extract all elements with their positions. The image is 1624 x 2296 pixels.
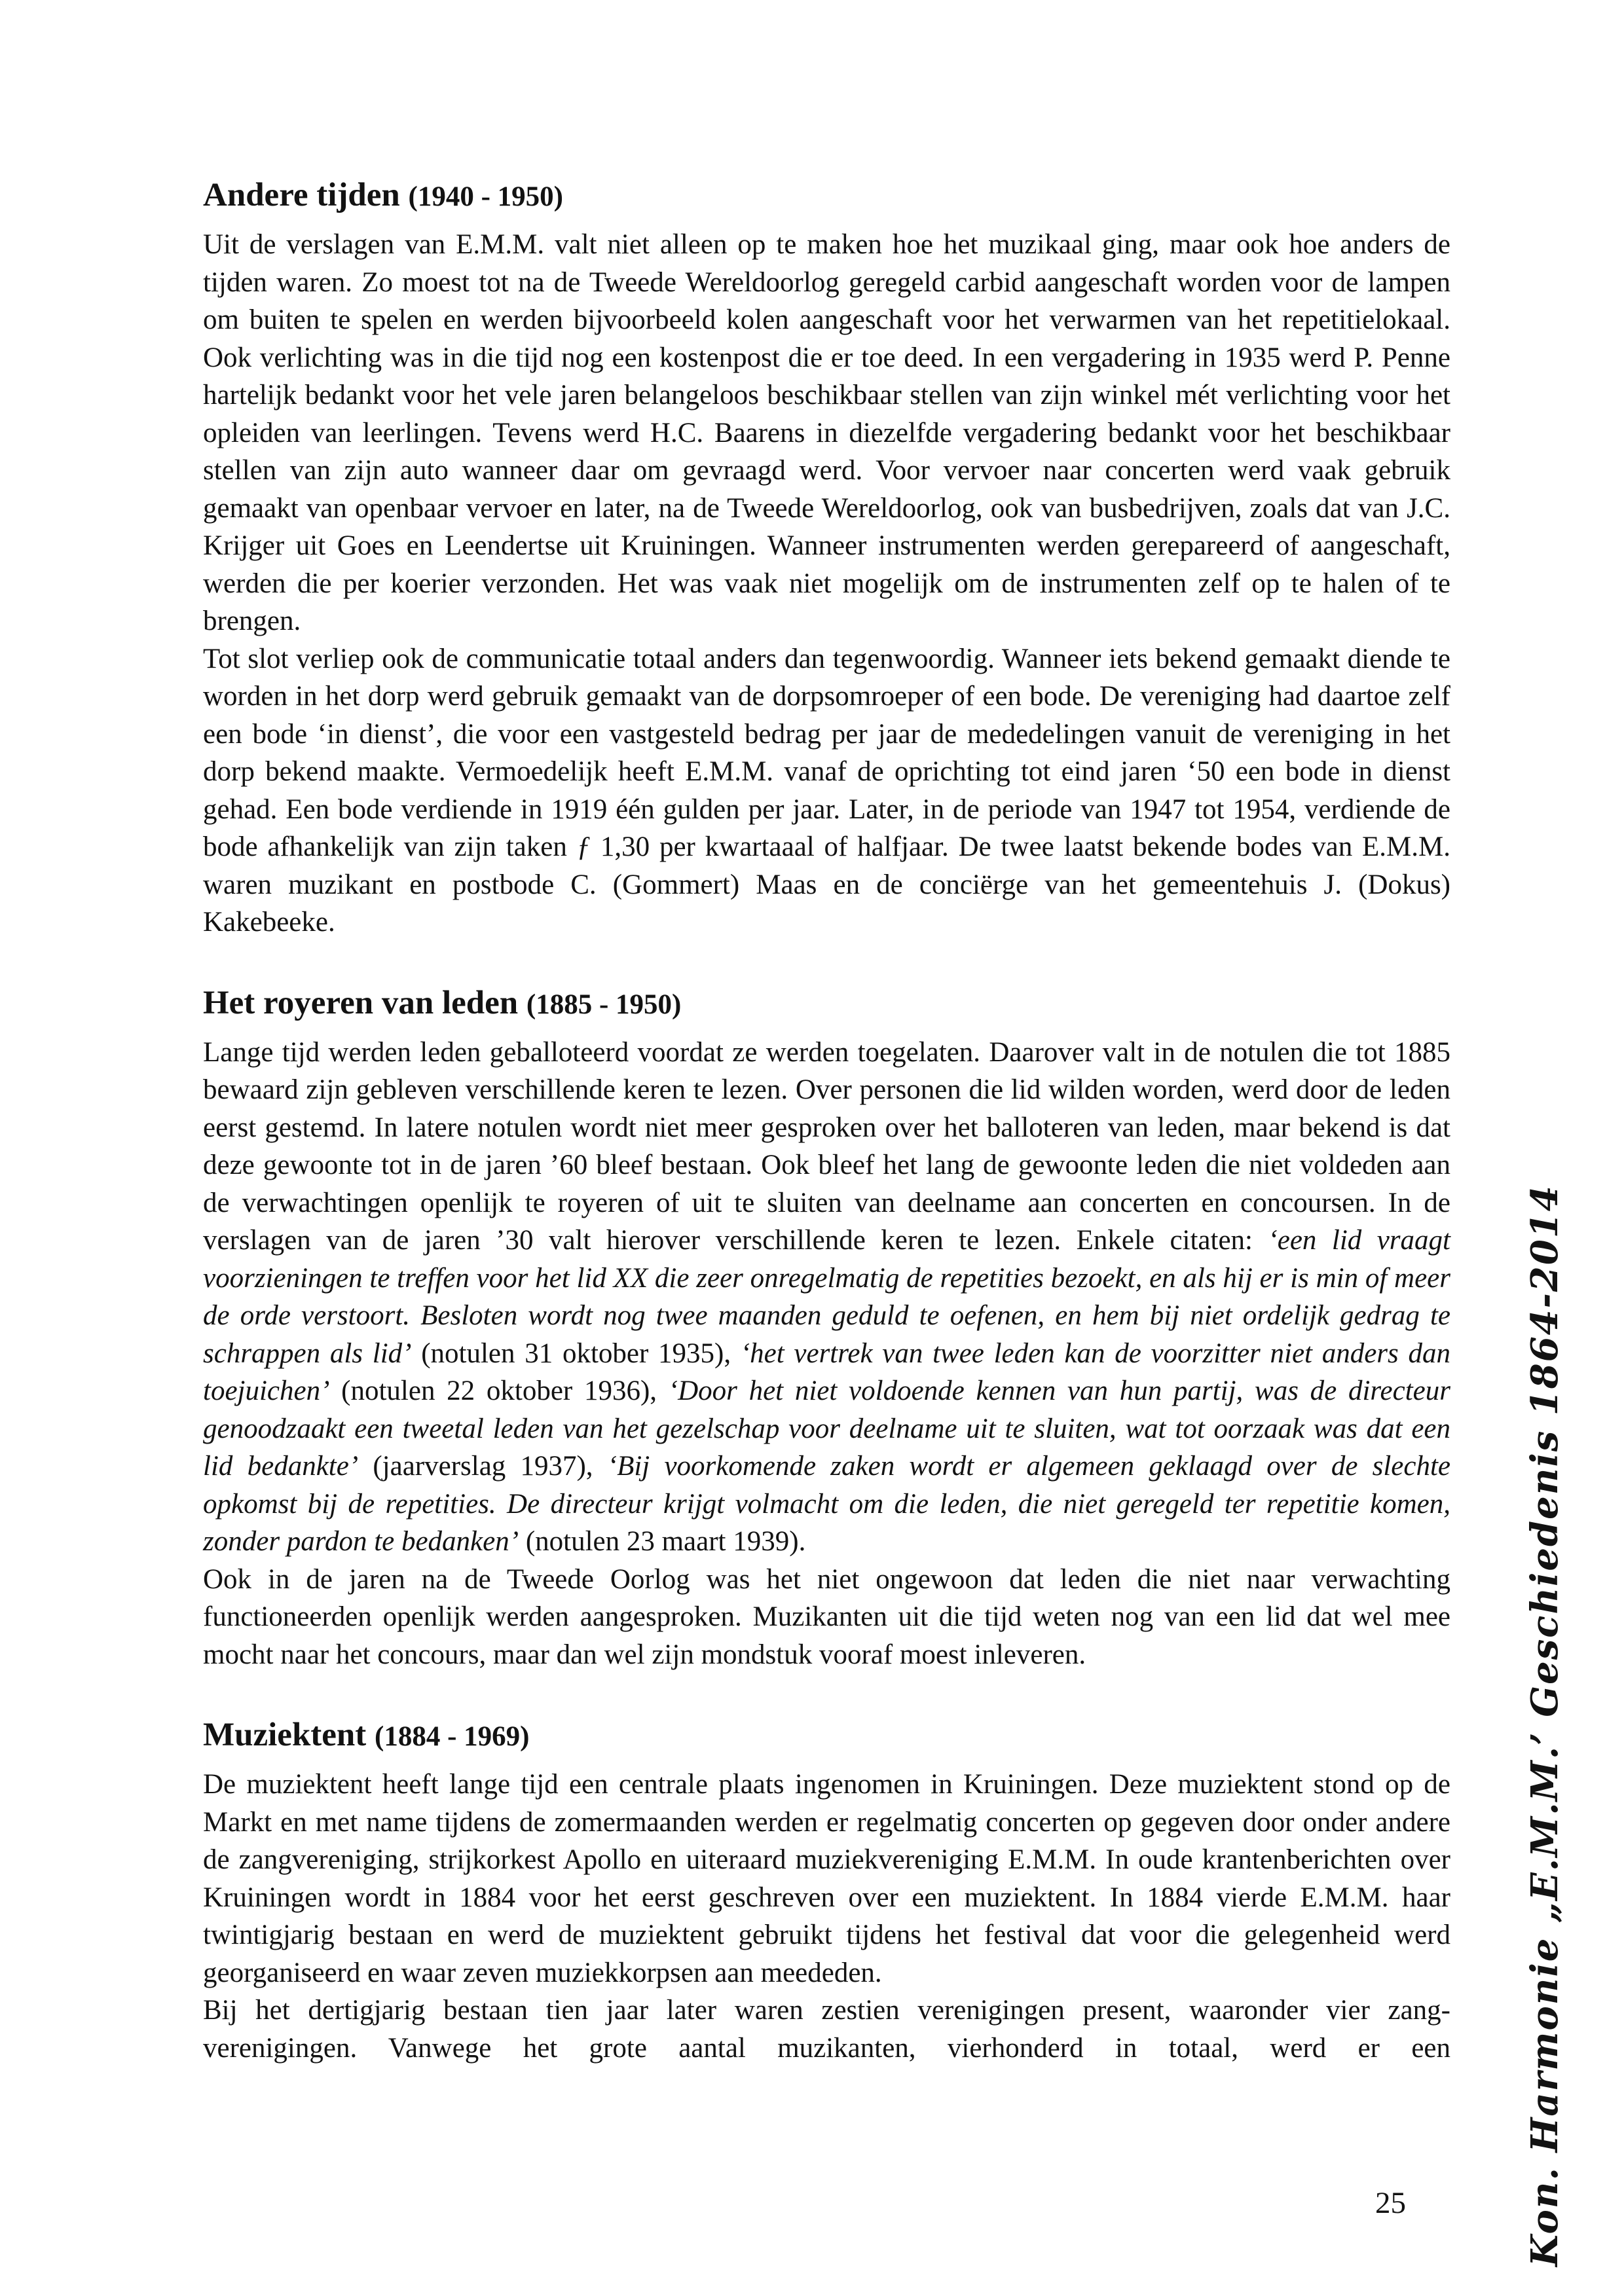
paragraph-text: Tot slot verliep ook de communicatie totaal anders dan tegenwoordig. Wanneer iets bekend gemaakt diende te worden in het dorp werd gebruik gemaakt van de dorpsomroeper of een bode. De vereniging had daartoe zelf een bode ‘in dienst’, die voor een vastgesteld bedrag per jaar de mededelingen vanuit de vereniging in het dorp bekend maakte. Vermoedelijk heeft E.M.M. vanaf de oprichting tot eind jaren ‘50 een bode in dienst gehad. Een bode verdiende in 1919 één gulden per jaar. Later, in de periode van 1947 tot 1954, verdiende de bode afhankelijk van zijn taken [203, 643, 1450, 862]
citation-source: (notulen 31 oktober 1935), [411, 1338, 741, 1369]
quote-segment: ‘een lid vraagt voorzieningen te treffen voor het lid XX die zeer onregelmatig de repetities bezoekt, en als hij er is min of meer de orde verstoort. Besloten wordt nog twee maanden geduld te oefenen, en hem bij niet ordelijk gedrag te schrappen als lid’ [203, 1225, 1450, 1369]
section-title-years: (1885 - 1950) [526, 989, 682, 1020]
paragraph-text: De muziektent heeft lange tijd een centrale plaats ingenomen in Kruiningen. Deze muziektent stond op de Markt en met name tijdens de zomermaanden werden er regelmatig concerten op gegeven door onder andere de zangvereniging, strijkorkest Apollo en uiteraard muziekvereniging E.M.M. In oude krantenberichten over Kruiningen wordt in 1884 voor het eerst geschreven over een muziektent. In 1884 vierde E.M.M. haar twintigjarig bestaan en werd de muziektent gebruikt tijdens het festival dat voor die gelegenheid werd georganiseerd en waar zeven muziekkorpsen aan meededen. [203, 1769, 1450, 1988]
citation-source: (notulen 22 oktober 1936), [329, 1376, 669, 1406]
paragraph-text: Lange tijd werden leden geballoteerd voordat ze werden toegelaten. Daarover valt in de notulen die tot 1885 bewaard zijn gebleven verschillende keren te lezen. Over personen die lid wilden worden, werd door de leden eerst gestemd. In latere notulen wordt niet meer gesproken over het balloteren van leden, maar bekend is dat deze gewoonte tot in de jaren ’60 bleef bestaan. Ook bleef het lang de gewoonte leden die niet voldeden aan de verwachtingen openlijk te royeren of uit te sluiten van deelname aan concerten en concoursen. In de verslagen van de jaren ’30 valt hierover verschillende keren te lezen. Enkele citaten: [203, 1036, 1450, 1256]
section-title-years: (1940 - 1950) [408, 181, 564, 212]
section-title-text: Het royeren van leden [203, 984, 519, 1021]
section-title-text: Andere tijden [203, 177, 400, 213]
paragraph-text: 1,30 per kwartaaal of halfjaar. De twee laatst bekende bodes van E.M.M. waren muzikant en postbode C. (Gommert) Maas en de conciërge van het gemeentehuis J. (Dokus) Kakebeeke. [203, 831, 1451, 938]
text-block [203, 175, 1450, 2067]
section-title-het-royeren [203, 983, 1450, 1025]
body-paragraph [203, 1561, 1450, 1674]
paragraph-text: Ook in de jaren na de Tweede Oorlog was het niet ongewoon dat leden die niet naar verwachting functioneerden openlijk werden aangesproken. Muzikanten uit die tijd weten nog van een lid dat wel mee mocht naar het concours, maar dan wel zijn mondstuk vooraf moest inleveren. [203, 1563, 1450, 1670]
page-number: 25 [1375, 2186, 1406, 2220]
section-title-muziektent [203, 1715, 1450, 1757]
quote-segment: ‘het vertrek van twee leden kan de voorzitter niet anders dan toejuichen’ [203, 1338, 1450, 1406]
section-muziektent [203, 1715, 1450, 2067]
body-paragraph [203, 1992, 1450, 2067]
citation-source: (jaarverslag 1937), [358, 1451, 608, 1482]
body-paragraph [203, 1034, 1450, 1561]
section-andere-tijden [203, 175, 1450, 941]
section-title-text: Muziektent [203, 1717, 367, 1753]
paragraph-text: Uit de verslagen van E.M.M. valt niet alleen op te maken hoe het muzikaal ging, maar ook hoe anders de tijden waren. Zo moest tot na de Tweede Wereldoorlog geregeld carbid aangeschaft worden voor de lampen om buiten te spelen en werden bijvoorbeeld kolen aangeschaft voor het verwarmen van het repetitielokaal. Ook verlichting was in die tijd nog een kostenpost die er toe deed. In een vergadering in 1935 werd P. Penne hartelijk bedankt voor het vele jaren belangeloos beschikbaar stellen van zijn winkel mét verlichting voor het opleiden van leerlingen. Tevens werd H.C. Baarens in diezelfde vergadering bedankt voor het beschikbaar stellen van zijn auto wanneer daar om gevraagd werd. Voor vervoer naar concerten werd vaak gebruik gemaakt van openbaar vervoer en later, na de Tweede Wereldoorlog, ook van busbedrijven, zoals dat van J.C. Krijger uit Goes en Leendertse uit Kruiningen. Wanneer instrumenten werden gerepareerd of aangeschaft, werden die per koerier verzonden. Het was vaak niet mogelijk om de instrumenten zelf op te halen of te brengen. [203, 229, 1450, 636]
body-paragraph [203, 1766, 1450, 1992]
section-title-years: (1884 - 1969) [375, 1721, 530, 1752]
body-paragraph [203, 226, 1450, 640]
quote-segment: ‘Door het niet voldoende kennen van hun partij, was de directeur genoodzaakt een tweetal leden van het gezelschap voor deelname uit te sluiten, wat tot oorzaak was dat een lid bedankte’ [203, 1376, 1450, 1482]
florin-symbol: ƒ [576, 831, 591, 862]
citation-source: (notulen 23 maart 1939). [519, 1526, 806, 1557]
paragraph-text: Bij het dertigjarig bestaan tien jaar later waren zestien verenigingen present, waaronder vier zang-verenigingen. Vanwege het grote aantal muzikanten, vierhonderd in totaal, werd er een [203, 1995, 1450, 2064]
section-title-andere-tijden [203, 175, 1450, 217]
body-paragraph [203, 640, 1450, 941]
section-het-royeren-van-leden [203, 983, 1450, 1674]
sidebar-vertical-book-title: Kon. Harmonie „E.M.M.’ Geschiedenis 1864-2014 [1523, 1184, 1566, 2267]
quote-segment: ‘Bij voorkomende zaken wordt er algemeen geklaagd over de slechte opkomst bij de repetities. De directeur krijgt volmacht om die leden, die niet geregeld ter repetitie komen, zonder pardon te bedanken’ [203, 1451, 1450, 1557]
